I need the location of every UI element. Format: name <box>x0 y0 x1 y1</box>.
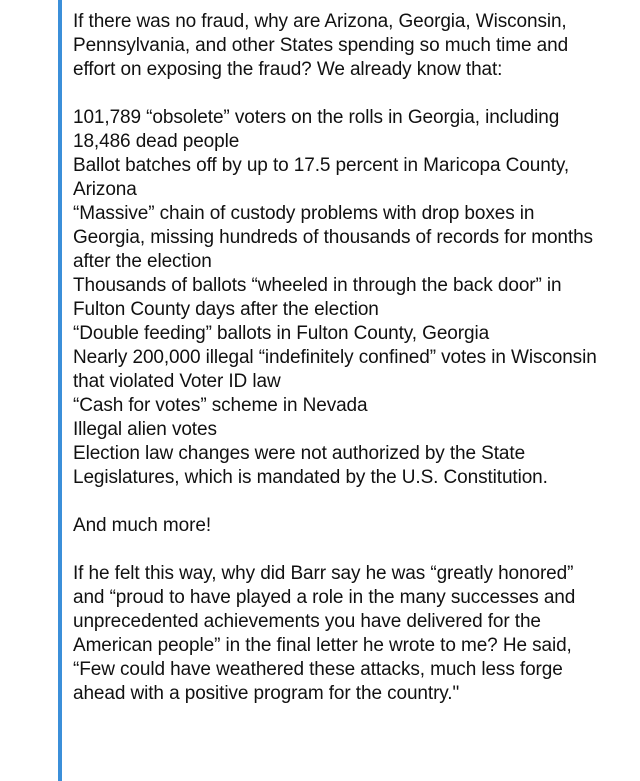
list-item: Illegal alien votes <box>73 419 217 440</box>
paragraph-spacer <box>73 538 603 562</box>
list-item: Nearly 200,000 illegal “indefinitely confined” votes in Wisconsin that violated Voter ID law <box>73 347 597 392</box>
list-item: “Massive” chain of custody problems with drop boxes in Georgia, missing hundreds of thousands of records for months after the election <box>73 203 593 272</box>
list-item: Thousands of ballots “wheeled in through the back door” in Fulton County days after the election <box>73 275 562 320</box>
claims-list <box>73 106 603 490</box>
closing-line: And much more! <box>73 515 211 536</box>
list-item: “Double feeding” ballots in Fulton County, Georgia <box>73 323 490 344</box>
intro-paragraph: If there was no fraud, why are Arizona, Georgia, Wisconsin, Pennsylvania, and other States spending so much time and effort on exposing the fraud? We already know that: <box>73 11 569 80</box>
list-item: Ballot batches off by up to 17.5 percent in Maricopa County, Arizona <box>73 155 570 200</box>
list-item: 101,789 “obsolete” voters on the rolls in Georgia, including 18,486 dead people <box>73 107 560 152</box>
final-paragraph: If he felt this way, why did Barr say he was “greatly honored” and “proud to have played a role in the many successes and unprecedented achievements you have delivered for the American people” in the final letter he wrote to me? He said, “Few could have weathered these attacks, much less forge ahead with a positive program for the country." <box>73 563 576 704</box>
paragraph-spacer <box>73 82 603 106</box>
blockquote <box>73 10 603 706</box>
quote-accent-bar <box>58 0 62 781</box>
paragraph-spacer <box>73 490 603 514</box>
list-item: “Cash for votes” scheme in Nevada <box>73 395 368 416</box>
list-item: Election law changes were not authorized by the State Legislatures, which is mandated by the U.S. Constitution. <box>73 443 548 488</box>
